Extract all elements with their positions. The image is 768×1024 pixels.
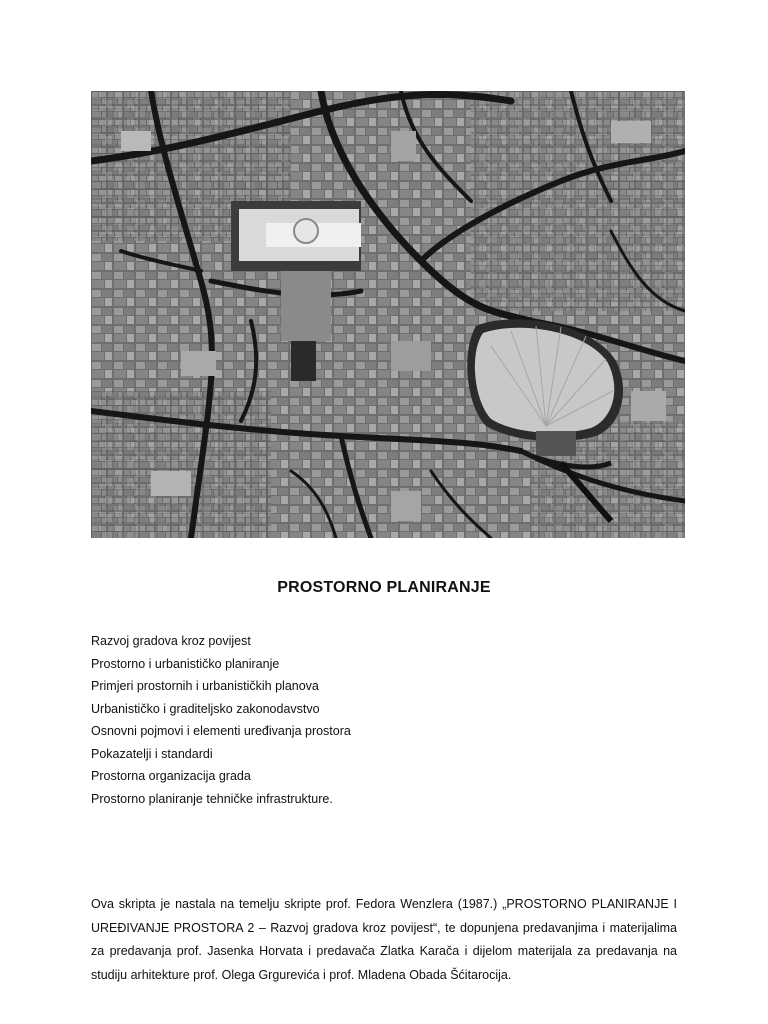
aerial-city-photo-icon <box>91 91 685 538</box>
contents-item: Osnovni pojmovi i elementi uređivanja prostora <box>91 724 351 738</box>
contents-list <box>91 630 351 810</box>
contents-item: Razvoj gradova kroz povijest <box>91 634 251 648</box>
contents-item: Prostorno planiranje tehničke infrastrukture. <box>91 791 333 806</box>
page-title: PROSTORNO PLANIRANJE <box>277 579 491 596</box>
contents-item: Urbanističko i graditeljsko zakonodavstvo <box>91 701 320 716</box>
contents-item: Prostorna organizacija grada <box>91 769 251 783</box>
contents-item: Pokazatelji i standardi <box>91 746 213 761</box>
contents-item: Primjeri prostornih i urbanističkih planova <box>91 679 319 693</box>
contents-item: Prostorno i urbanističko planiranje <box>91 656 280 671</box>
intro-paragraph: Ova skripta je nastala na temelju skripte prof. Fedora Wenzlera (1987.) „PROSTORNO PLANIRANJE I UREĐIVANJE PROSTORA 2 – Razvoj gradova kroz povijest“, te dopunjena predavanjima i materijalima za predavanja prof. Jasenka Horvata i predavača Zlatka Karača i dijelom materijala za predavanja na studiju arhitekture prof. Olega Grgurevića i prof. Mladena Obada Šćitarocija. <box>91 897 677 982</box>
aerial-city-photo <box>91 91 685 538</box>
